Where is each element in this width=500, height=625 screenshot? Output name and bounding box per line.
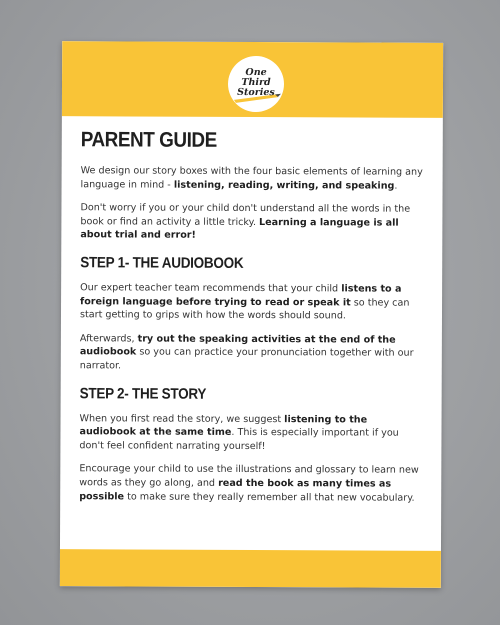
bold-text-run: listening to the audiobook at the same time bbox=[79, 413, 368, 439]
step-1-heading: STEP 1- THE AUDIOBOOK bbox=[80, 254, 244, 272]
intro-paragraph-2 bbox=[80, 201, 426, 243]
logo-line-1: One bbox=[245, 66, 267, 79]
text-run: so you can practice your pronunciation together with our narrator. bbox=[79, 346, 414, 372]
page-title: PARENT GUIDE bbox=[80, 128, 217, 152]
step-2-heading: STEP 2- THE STORY bbox=[79, 384, 207, 403]
logo-line-3: Stories bbox=[237, 86, 275, 99]
text-run: to make sure they really remember all that new vocabulary. bbox=[124, 490, 415, 504]
text-run: so they can start getting to grips with how the words should sound. bbox=[79, 296, 410, 322]
text-run: Our expert teacher team recommends that your child bbox=[80, 282, 342, 295]
step-1-paragraph-2 bbox=[80, 332, 426, 374]
bold-text-run: Learning a language is all about trial and error! bbox=[80, 216, 399, 242]
step-2-paragraph-1 bbox=[79, 412, 425, 454]
logo-line-2: Third bbox=[241, 76, 271, 89]
guide-content bbox=[79, 128, 427, 515]
text-run: Encourage your child to use the illustrations and glossary to learn new words as they go along, and bbox=[79, 463, 419, 489]
text-run: Don't worry if you or your child don't understand all the words in the book or find an activity a little tricky. bbox=[80, 202, 411, 228]
intro-paragraph-1 bbox=[81, 164, 427, 193]
text-run: . bbox=[394, 180, 398, 192]
bold-text-run: try out the speaking activities at the end of the audiobook bbox=[79, 333, 396, 358]
parent-guide-card bbox=[60, 41, 443, 588]
text-run: When you first read the story, we suggest bbox=[79, 412, 285, 425]
text-run: . This is especially important if you don't feel confident narrating yourself! bbox=[79, 427, 399, 452]
bold-text-run: read the book as many times as possible bbox=[79, 477, 392, 502]
bold-text-run: listening, reading, writing, and speaking bbox=[173, 179, 395, 192]
step-1-paragraph-1 bbox=[80, 281, 426, 323]
one-third-stories-logo-icon bbox=[228, 56, 284, 112]
logo-wordmark bbox=[228, 68, 284, 98]
text-run: Afterwards, bbox=[79, 333, 138, 345]
bottom-yellow-band bbox=[60, 549, 441, 588]
text-run: We design our story boxes with the four basic elements of learning any language in mind - bbox=[80, 165, 423, 191]
step-2-paragraph-2 bbox=[79, 463, 425, 505]
bold-text-run: listens to a foreign language before trying to read or speak it bbox=[80, 283, 402, 308]
